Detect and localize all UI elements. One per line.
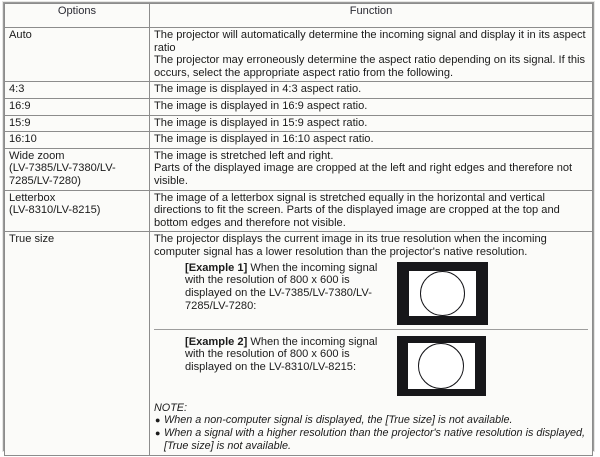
note-list-item	[154, 427, 588, 452]
screen-area	[408, 343, 475, 389]
projector-screen-16-10-figure	[397, 336, 486, 396]
table-row	[5, 82, 593, 99]
spec-table-frame	[3, 2, 594, 451]
function-paragraph: The image is displayed in 4:3 aspect ratio.	[154, 83, 362, 96]
function-description-true-size	[150, 232, 593, 456]
bullet-icon: ●	[155, 427, 161, 438]
option-label-4-3: 4:3	[5, 82, 150, 99]
table-row	[5, 132, 593, 149]
option-label-15-9: 15:9	[5, 115, 150, 132]
option-label-wide-zoom: Wide zoom (LV-7385/LV-7380/LV-7285/LV-7280)	[5, 148, 150, 190]
function-description-letterbox	[150, 190, 593, 232]
true-size-intro: The projector displays the current image in its true resolution when the incoming computer signal has a lower resolution than the projector's native resolution.	[154, 233, 547, 258]
note-title: NOTE:	[154, 401, 187, 414]
table-header	[5, 4, 593, 28]
option-label-16-9: 16:9	[5, 98, 150, 115]
table-row	[5, 190, 593, 232]
function-paragraph: The image is displayed in 15:9 aspect ratio.	[154, 116, 368, 129]
option-label-letterbox: Letterbox (LV-8310/LV-8215)	[5, 190, 150, 232]
example-2-label: [Example 2]	[185, 335, 248, 348]
example-1-text	[185, 262, 381, 314]
example-2-row	[154, 329, 588, 400]
note-item-text: When a signal with a higher resolution than the projector's native resolution is displayed, [True size] is not available.	[164, 427, 585, 452]
table-row	[5, 148, 593, 190]
note-block	[154, 402, 588, 453]
function-description-15-9	[150, 115, 593, 132]
function-paragraph: Parts of the displayed image are cropped at the left and right edges and therefore not visible.	[154, 162, 573, 187]
option-label-true-size: True size	[5, 232, 150, 456]
option-label-auto: Auto	[5, 28, 150, 82]
example-2-body: When the incoming signal with the resolution of 800 x 600 is displayed on the LV-8310/LV-8215:	[185, 335, 378, 374]
function-description-4-3	[150, 82, 593, 99]
table-row	[5, 232, 593, 456]
table-row	[5, 28, 593, 82]
screen-area	[409, 271, 476, 316]
bullet-icon: ●	[155, 414, 161, 425]
circle-shape	[420, 271, 465, 316]
note-list	[154, 414, 588, 452]
projector-screen-4-3-figure	[397, 262, 488, 325]
aspect-ratio-spec-table	[4, 3, 593, 456]
table-row	[5, 115, 593, 132]
example-1-label: [Example 1]	[185, 261, 248, 274]
table-row	[5, 98, 593, 115]
function-paragraph: The projector will automatically determine the incoming signal and display it in its aspect ratio	[154, 29, 586, 54]
table-body	[5, 28, 593, 456]
table-header-row	[5, 4, 593, 28]
note-item-text: When a non-computer signal is displayed, the [True size] is not available.	[164, 414, 513, 427]
function-paragraph: The image is stretched left and right.	[154, 149, 334, 162]
note-list-item	[154, 414, 588, 427]
function-paragraph: The projector may erroneously determine the aspect ratio depending on its signal. If this occurs, select the appropriate aspect ratio from the following.	[154, 54, 586, 79]
column-header-options: Options	[5, 4, 150, 28]
function-paragraph: The image of a letterbox signal is stretched equally in the horizontal and vertical directions to fit the screen. Parts of the displayed image are cropped at the top and bottom edges and therefore not visible.	[154, 191, 560, 229]
example-2-text	[185, 336, 381, 375]
example-1-body: When the incoming signal with the resolution of 800 x 600 is displayed on the LV-7385/LV-7380/LV-7285/LV-7280:	[185, 261, 378, 313]
function-description-16-9	[150, 98, 593, 115]
function-description-wide-zoom	[150, 148, 593, 190]
example-1-row	[154, 259, 588, 329]
example-1-figure-wrap	[397, 262, 488, 325]
function-paragraph: The image is displayed in 16:10 aspect ratio.	[154, 133, 374, 146]
circle-shape	[418, 343, 464, 389]
column-header-function: Function	[150, 4, 593, 28]
function-paragraph: The image is displayed in 16:9 aspect ratio.	[154, 99, 368, 112]
function-description-16-10	[150, 132, 593, 149]
examples-block	[154, 259, 588, 400]
function-description-auto	[150, 28, 593, 82]
example-2-figure-wrap	[397, 336, 486, 396]
option-label-16-10: 16:10	[5, 132, 150, 149]
